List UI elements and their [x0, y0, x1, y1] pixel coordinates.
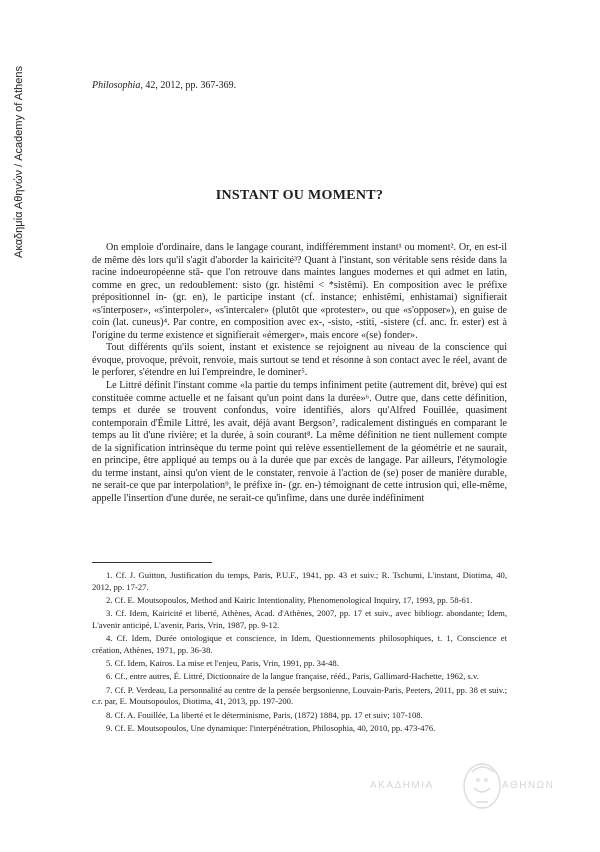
body-paragraph-1: On emploie d'ordinaire, dans le langage courant, indifféremment instant¹ ou moment². Or, en est-il de même dès lors qu'il s'agit d'aborder la kairicité³? Quant à l'instant, son véritable sens réside dans la racine indoeuropéenne stā- que l'on retrouve dans maintes langues modernes et qui admet en latin, comme en grec, un redoublement: sisto (gr. histêmi < *sistêmi). En composition avec le préfixe prépositionnel in- (gr. en), le participe instant (cf. instance; enhistêmi, enhistamai) signifierait «s'interposer», «s'interpoler», «s'intercaler» (plutôt que «protester», ou que «s'opposer»), en guise de coin (lat. cuneus)⁴. Par contre, en composition avec ex-, -sisto, -stiti, -sistere (cf. anc. fr. ester) est à l'origine du terme existence et signifierait «émerger», mais encore «(se) fonder». — [92, 242, 507, 341]
footnote-5: 5. Cf. Idem, Kairos. La mise et l'enjeu, Paris, Vrin, 1991, pp. 34-48. — [106, 658, 339, 669]
body-paragraph-2: Tout différents qu'ils soient, instant et existence se rejoignent au niveau de la conscience qui évoque, provoque, prévoit, renvoie, mais surtout se tend et résonne à son contact avec le réel, avant de le perforer, s'étendre en lui l'empreindre, le dominer⁵. — [92, 342, 507, 379]
footnote-1: 1. Cf. J. Guitton, Justification du temps, Paris, P.U.F., 1941, pp. 43 et suiv.; R. Tschumi, L'instant, Diotima, 40, 2012, pp. 17-27. — [92, 570, 507, 592]
body-paragraph-3: Le Littré définit l'instant comme «la partie du temps infiniment petite (autrement dit, brève) qui est constituée comme actuelle et ne faisant qu'un point dans la durée»⁶. Outre que, dans cette définition, temps et durée se trouvent confondus, voire identifiés, alors qu'Alfred Fouillée, quasiment contemporain d'Émile Littré, les avait, déjà avant Bergson⁷, radicalement distingués en comparant le temps au lit d'une rivière; et la durée, à soin courant⁸. La même définition ne tient nullement compte de la signification intrinsèque du terme point qui relève essentiellement de la géométrie et ne saurait, en principe, être appliqué au temps ou à la durée que par excès de langage. Par ailleurs, l'étymologie du terme instant, ainsi qu'on vient de le constater, renvoie à l'action de (se) poser de manière durable, ne serait-ce que par interpolation⁹, le préfixe in- (gr. en-) témoignant de cette intrusion qui, elle-même, appelle l'insertion d'une durée, ne serait-ce qu'infime, dans une durée indéfiniment — [92, 380, 507, 504]
academy-seal-icon — [452, 758, 512, 814]
footnote-2: 2. Cf. E. Moutsopoulos, Method and Kairic Intentionality, Phenomenological Inquiry, 17, 1993, pp. 58-61. — [106, 594, 473, 605]
journal-citation — [92, 80, 236, 91]
watermark-right-text: ΑΘΗΝΩΝ — [502, 780, 555, 791]
footnote-4: 4. Cf. Idem, Durée ontologique et conscience, in Idem, Questionnements philosophiques, t. 1, Conscience et création, Athènes, 1971, pp. 36-38. — [92, 633, 507, 655]
archive-side-label — [13, 40, 27, 260]
footnote-9: 9. Cf. E. Moutsopoulos, Une dynamique: l'interpénétration, Philosophia, 40, 2010, pp. 473-476. — [106, 722, 436, 733]
article-title: INSTANT OU MOMENT? — [215, 188, 384, 203]
footnotes — [92, 570, 507, 736]
footnote-6: 6. Cf., entre autres, É. Littré, Dictionnaire de la langue française, rééd., Paris, Gallimard-Hachette, 1962, s.v. — [106, 671, 479, 682]
watermark-left-text: ΑΚΑΔΗΜΙΑ — [370, 780, 434, 791]
footnote-8: 8. Cf. A. Fouillée, La liberté et le déterminisme, Paris, (1872) 1884, pp. 17 et suiv; 107-108. — [106, 709, 423, 720]
article-body — [92, 242, 507, 505]
side-label-text: Ακαδημία Αθηνών / Academy of Athens — [13, 65, 25, 258]
footnote-divider — [92, 562, 212, 563]
footnote-7: 7. Cf. P. Verdeau, La personnalité au centre de la pensée bergsonienne, Louvain-Paris, Peeters, 2011, pp. 38 et suiv.; c.r. par, E. Moutsopoulos, Diotima, 41, 2013, pp. 197-200. — [92, 684, 507, 707]
footnote-3: 3. Cf. Idem, Kairicité et liberté, Athènes, Acad. d'Athènes, 2007, pp. 17 et suiv., avec bibliogr. abondante; Idem, L'avenir anticipé, L'avenir, Paris, Vrin, 1987, pp. 9-12. — [92, 608, 507, 630]
citation-details: 42, 2012, pp. 367-369. — [142, 80, 237, 91]
journal-name: Philosophia, — [92, 80, 143, 91]
